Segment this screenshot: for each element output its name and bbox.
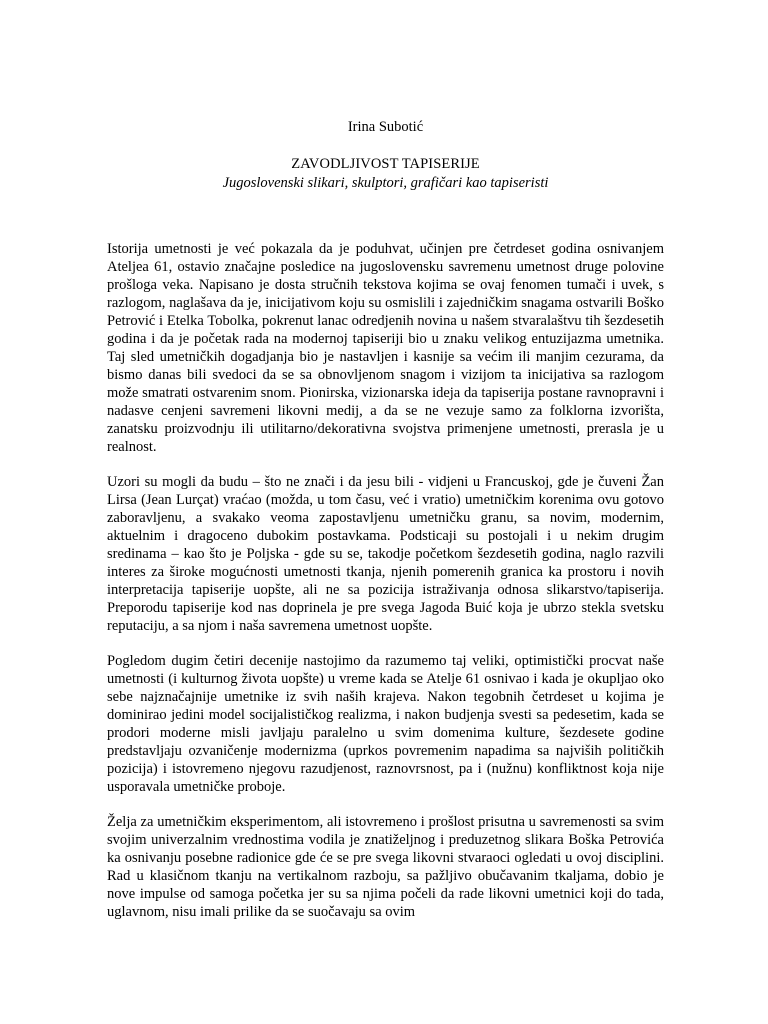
paragraph: Želja za umetničkim eksperimentom, ali istovremeno i prošlost prisutna u savremenosti sa svim svojim univerzalnim vrednostima vodila je znatiželjnog i preduzetnog slikara Boška Petrovića ka osnivanju posebne radionice gde će se pre svega likovni stvaraoci ogledati u ovoj disciplini. Rad u klasičnom tkanju na vertikalnom razboju, sa pažljivo obučavanim tkaljama, dobio je nove impulse od samoga početka jer su sa njima počeli da rade likovni umetnici koji do tada, uglavnom, nisu imali prilike da se suočavaju sa ovim (107, 814, 664, 920)
document-header (107, 118, 664, 193)
paragraph: Uzori su mogli da budu – što ne znači i da jesu bili - vidjeni u Francuskoj, gde je čuveni Žan Lirsa (Jean Lurçat) vraćao (možda, u tom času, već i vratio) umetničkim korenima ovu gotovo zaboravljenu, a svakako veoma zapostavljenu umetničku granu, sa novim, modernim, aktuelnim i dragoceno dubokim postavkama. Podsticaji su postojali i u nekim drugim sredinama – kao što je Poljska - gde su se, takodje početkom šezdesetih godina, naglo razvili interes za široke mogućnosti umetnosti tkanja, njenih pomerenih granica ka prostoru i novih interpretacija tapiserije uopšte, ali ne sa pozicija istraživanja odnosa slikarstvo/tapiserija. Preporodu tapiserije kod nas doprinela je pre svega Jagoda Buić koja je ubrzo stekla svetsku reputaciju, a sa njom i naša savremena umetnost uopšte. (107, 474, 664, 634)
document-body (107, 240, 664, 921)
author-name: Irina Subotić (347, 119, 424, 135)
paragraph: Pogledom dugim četiri decenije nastojimo da razumemo taj veliki, optimistički procvat naše umetnosti (i kulturnog života uopšte) u vreme kada se Atelje 61 osnivao i kada je okupljao oko sebe najznačajnije umetnike iz svih naših krajeva. Nakon tegobnih četrdeset u kojima je dominirao jedini model socijalističkog realizma, i nakon budjenja svesti sa pedesetim, kada se prodori moderne misli javljaju paralelno u svim domenima kulture, šezdesete godine predstavljaju ozvaničenje modernizma (uprkos povremenim napadima sa najviših političkih pozicija) i istovremeno njegovu razudjenost, raznovrsnost, pa i (nužnu) konfliktnost koja nije usporavala umetničke proboje. (107, 653, 664, 795)
document-page (107, 118, 664, 938)
document-title: ZAVODLJIVOST TAPISERIJE (291, 156, 480, 172)
document-subtitle: Jugoslovenski slikari, skulptori, grafičari kao tapiseristi (222, 175, 549, 191)
paragraph: Istorija umetnosti je već pokazala da je poduhvat, učinjen pre četrdeset godina osnivanjem Ateljea 61, ostavio značajne posledice na jugoslovensku savremenu umetnost druge polovine prošloga veka. Napisano je dosta stručnih tekstova kojima se ovaj fenomen tumači i uvek, s razlogom, naglašava da je, inicijativom koju su osmislili i zajedničkim snagama ostvarili Boško Petrović i Etelka Tobolka, pokrenut lanac odredjenih novina u našem stvaralaštvu tih šezdesetih godina i da je početak rada na modernoj tapiseriji bio u znaku velikog entuzijazma umetnika. Taj sled umetničkih dogadjanja bio je nastavljen i kasnije sa većim ili manjim cezurama, da bismo danas bili svedoci da se sa obnovljenom snagom i vizijom ta inicijativa sa razlogom može smatrati ostvarenim snom. Pionirska, vizionarska ideja da tapiserija postane ravnopravni i nadasve cenjeni savremeni likovni medij, a da se ne vezuje samo za folklorna izvorišta, zanatsku proizvodnju ili utilitarno/dekorativna svojstva primenjene umetnosti, prerasla je u realnost. (107, 241, 664, 455)
